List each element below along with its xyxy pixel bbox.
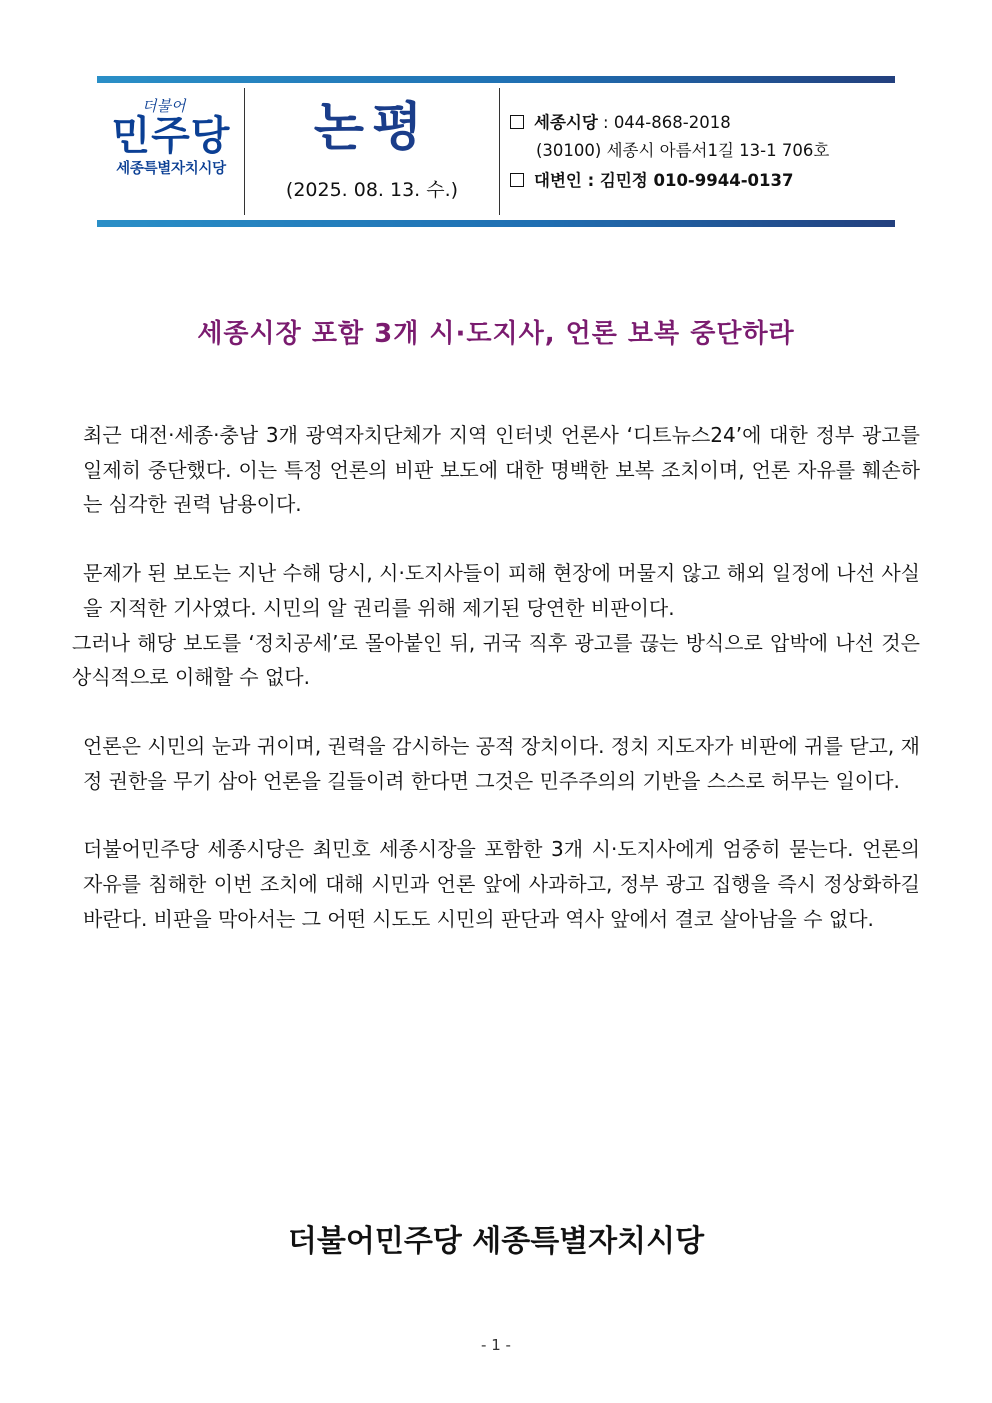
- body-text: [72, 418, 920, 970]
- document-date: (2025. 08. 13. 수.): [285, 179, 459, 201]
- logo-small-text: 더불어: [142, 97, 186, 115]
- logo-sub-text: 세종특별자치시당: [116, 161, 226, 177]
- spokesperson-label: 대변인: [534, 171, 582, 190]
- headline: 세종시장 포함 3개 시·도지사, 언론 보복 중단하라: [197, 319, 795, 349]
- paragraph-2: 문제가 된 보도는 지난 수해 당시, 시·도지사들이 피해 현장에 머물지 않고 해외 일정에 나선 사실을 지적한 기사였다. 시민의 알 권리를 위해 제기된 당연한 비판이다.: [83, 561, 920, 620]
- header-top-bar: [97, 76, 895, 83]
- party-logo: [100, 98, 242, 208]
- spokesperson-info: : 김민정 010-9944-0137: [581, 171, 794, 190]
- page-number: - 1 -: [481, 1336, 511, 1354]
- contact-address: (30100) 세종시 아름서1길 13-1 706호: [536, 141, 830, 160]
- paragraph-1: 최근 대전·세종·충남 3개 광역자치단체가 지역 인터넷 언론사 ‘디트뉴스24’에 대한 정부 광고를 일제히 중단했다. 이는 특정 언론의 비판 보도에 대한 명백한 보복 조치이며, 언론 자유를 훼손하는 심각한 권력 남용이다.: [83, 423, 920, 517]
- header-divider-1: [244, 88, 245, 215]
- document-type: 논평: [313, 98, 431, 158]
- logo-main-text: 민주당: [111, 113, 231, 159]
- contact-office: [510, 112, 731, 134]
- paragraph-3: 그러나 해당 보도를 ‘정치공세’로 몰아붙인 뒤, 귀국 직후 광고를 끊는 방식으로 압박에 나선 것은 상식적으로 이해할 수 없다.: [72, 630, 920, 690]
- office-label: 세종시당: [534, 113, 598, 132]
- paragraph-4: 언론은 시민의 눈과 귀이며, 권력을 감시하는 공적 장치이다. 정치 지도자가 비판에 귀를 닫고, 재정 권한을 무기 삼아 언론을 길들이려 한다면 그것은 민주주의의 기반을 스스로 허무는 일이다.: [83, 733, 920, 793]
- paragraph-5: 더불어민주당 세종시당은 최민호 세종시장을 포함한 3개 시·도지사에게 엄중히 묻는다. 언론의 자유를 침해한 이번 조치에 대해 시민과 언론 앞에 사과하고, 정부 광고 집행을 즉시 정상화하길 바란다. 비판을 막아서는 그 어떤 시도도 시민의 판단과 역사 앞에서 결코 살아남을 수 없다.: [83, 837, 920, 931]
- contact-spokesperson: [510, 170, 793, 192]
- signature: 더불어민주당 세종특별자치시당: [287, 1224, 705, 1259]
- checkbox-square-icon: [510, 115, 524, 129]
- office-phone: : 044-868-2018: [597, 113, 731, 132]
- checkbox-square-icon: [510, 173, 524, 187]
- header-bottom-bar: [97, 220, 895, 227]
- header-divider-2: [499, 88, 500, 215]
